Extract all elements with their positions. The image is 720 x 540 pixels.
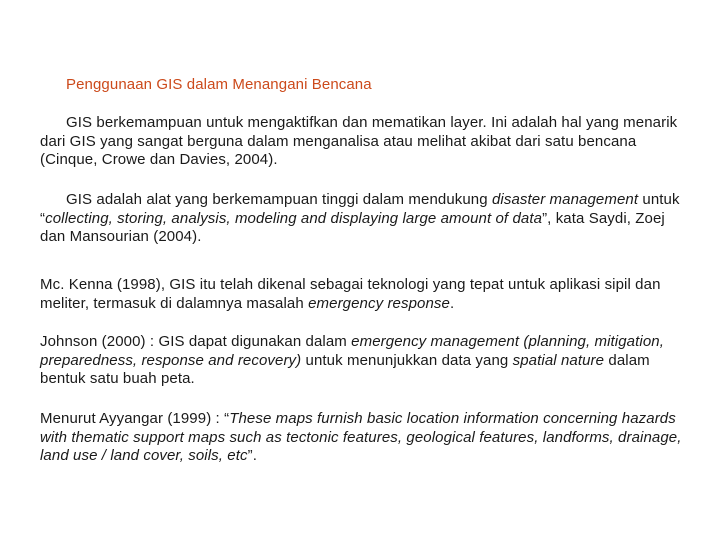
p5-text-a: Menurut Ayyangar (1999) : “ (40, 410, 230, 427)
p2-italic-b: disaster management (491, 191, 639, 208)
paragraph-disaster-management (40, 191, 688, 247)
p2-italic-d: collecting, storing, analysis, modeling and displaying large amount of data (45, 209, 543, 227)
p4-text-a: Johnson (2000) : GIS dapat digunakan dalam (40, 333, 352, 350)
paragraph-layers-text: GIS berkemampuan untuk mengaktifkan dan mematikan layer. Ini adalah hal yang menarik dari GIS yang sangat berguna dalam menganalisa atau melihat akibat dari satu bencana (Cinque, Crowe dan Davies, 2004). (40, 114, 678, 168)
p4-italic-b: emergency management (planning, mitigation, preparedness, response and recovery) (40, 333, 664, 369)
paragraph-johnson (40, 333, 688, 389)
p3-text-c: . (449, 294, 455, 312)
p2-text-a: GIS adalah alat yang berkemampuan tinggi dalam mendukung (66, 191, 492, 208)
slide-title: Penggunaan GIS dalam Menangani Bencana (66, 76, 372, 93)
p3-italic-b: emergency response (308, 294, 450, 312)
p4-italic-d: spatial nature (512, 351, 605, 369)
paragraph-mckenna (40, 276, 688, 313)
p5-italic-b: These maps furnish basic location information concerning hazards with thematic support maps such as tectonic features, geological features, landforms, drainage, land use / land cover, soils, etc (40, 410, 682, 464)
paragraph-layers (40, 114, 688, 170)
p4-text-e: dalam bentuk satu buah peta. (40, 351, 650, 387)
p2-text-c: untuk “ (40, 191, 680, 227)
p2-text-e: ”, kata Saydi, Zoej dan Mansourian (2004). (40, 209, 665, 245)
p3-text-a: Mc. Kenna (1998), GIS itu telah dikenal sebagai teknologi yang tepat untuk aplikasi sipil dan meliter, termasuk di dalamnya masalah (40, 276, 661, 312)
p4-text-c: untuk menunjukkan data yang (301, 351, 513, 369)
paragraph-ayyangar (40, 410, 688, 466)
p5-text-c: ”. (247, 447, 257, 464)
